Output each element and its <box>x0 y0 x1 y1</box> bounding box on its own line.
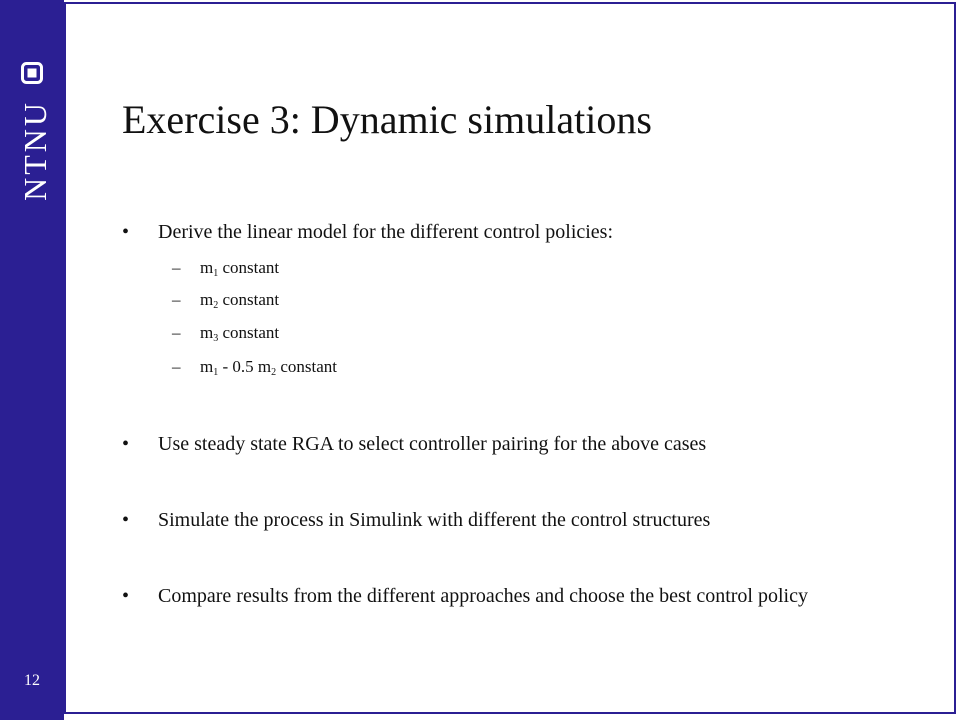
bullet-dot: • <box>122 433 130 455</box>
sub-text: $m_3$ constant <box>200 323 280 344</box>
sub-dash: – <box>172 323 181 342</box>
bullet-text: Compare results from the different approaches and choose the best control policy <box>158 585 808 607</box>
logo-text: NTNU <box>17 100 53 201</box>
ntnu-logo-icon <box>21 62 43 84</box>
bullet-dot: • <box>122 509 130 531</box>
slide-title: Exercise 3: Dynamic simulations <box>122 97 652 142</box>
bullet-text: Use steady state RGA to select controller pairing for the above cases <box>158 433 707 455</box>
sub-text: $m_1$ constant <box>200 258 280 279</box>
bullet-text: Simulate the process in Simulink with different the control structures <box>158 509 711 531</box>
sub-dash: – <box>172 357 181 376</box>
sub-text: $m_2$ constant <box>200 290 280 311</box>
bullet-text: Derive the linear model for the different control policies: <box>158 221 614 243</box>
sub-text: $m_1 - 0.5$ $m_2$ constant <box>200 357 338 378</box>
sub-dash: – <box>172 258 181 277</box>
bullet-dot: • <box>122 221 130 243</box>
sub-dash: – <box>172 290 181 309</box>
sidebar <box>0 0 64 720</box>
page-number: 12 <box>24 672 40 689</box>
bullet-dot: • <box>122 585 130 607</box>
